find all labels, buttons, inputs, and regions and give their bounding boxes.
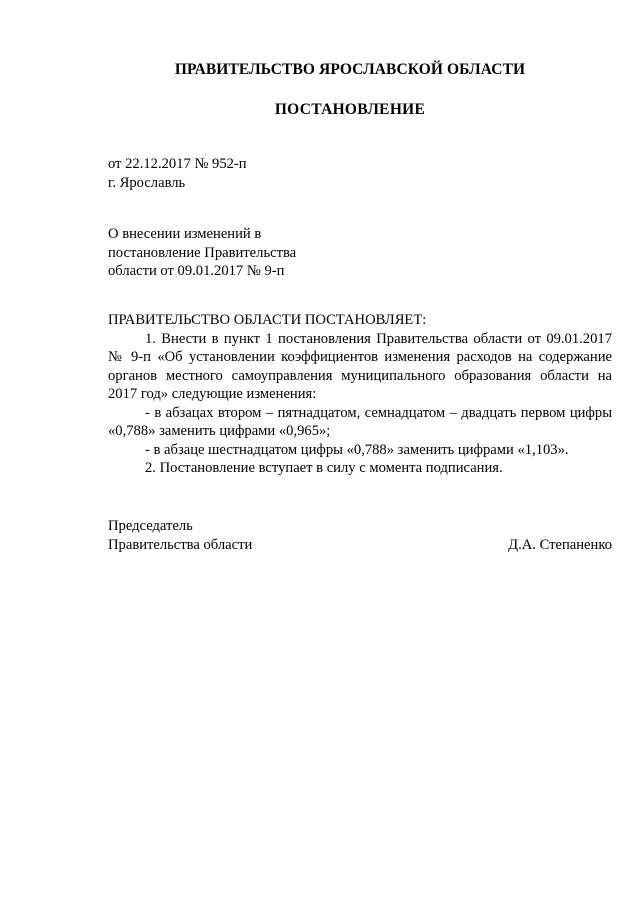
item-1: 1. Внести в пункт 1 постановления Правительства области от 09.01.2017 № 9-п «Об установлении коэффициентов изменения расходов на содержание органов местного самоуправления муниципального образования области на 2017 год» следующие изменения: <box>108 330 612 402</box>
decree-phrase: ПРАВИТЕЛЬСТВО ОБЛАСТИ ПОСТАНОВЛЯЕТ: <box>108 312 427 328</box>
signer-name: Д.А. Степаненко <box>508 536 612 553</box>
date-number: от 22.12.2017 № 952-п <box>108 156 247 172</box>
signer-title-1: Председатель <box>108 518 193 534</box>
subject-line-1: О внесении изменений в <box>108 226 262 242</box>
item-1-sub-1: - в абзацах втором – пятнадцатом, семнадцатом – двадцать первом цифры «0,788» заменить цифрами «0,965»; <box>108 404 612 439</box>
doc-type-heading: ПОСТАНОВЛЕНИЕ <box>274 101 426 118</box>
city: г. Ярославль <box>108 174 186 191</box>
org-heading: ПРАВИТЕЛЬСТВО ЯРОСЛАВСКОЙ ОБЛАСТИ <box>174 61 526 78</box>
item-2: 2. Постановление вступает в силу с момента подписания. <box>145 460 503 476</box>
doc-meta <box>108 155 612 192</box>
signature-row <box>108 536 612 555</box>
subject-line-2: постановление Правительства <box>108 244 297 261</box>
signer-title-2: Правительства области <box>108 536 253 553</box>
item-1-sub-2: - в абзаце шестнадцатом цифры «0,788» заменить цифрами «1,103». <box>145 441 569 458</box>
signature-block <box>108 517 612 554</box>
doc-subject <box>108 225 612 281</box>
subject-line-3: области от 09.01.2017 № 9-п <box>108 263 285 279</box>
doc-body <box>108 311 612 478</box>
